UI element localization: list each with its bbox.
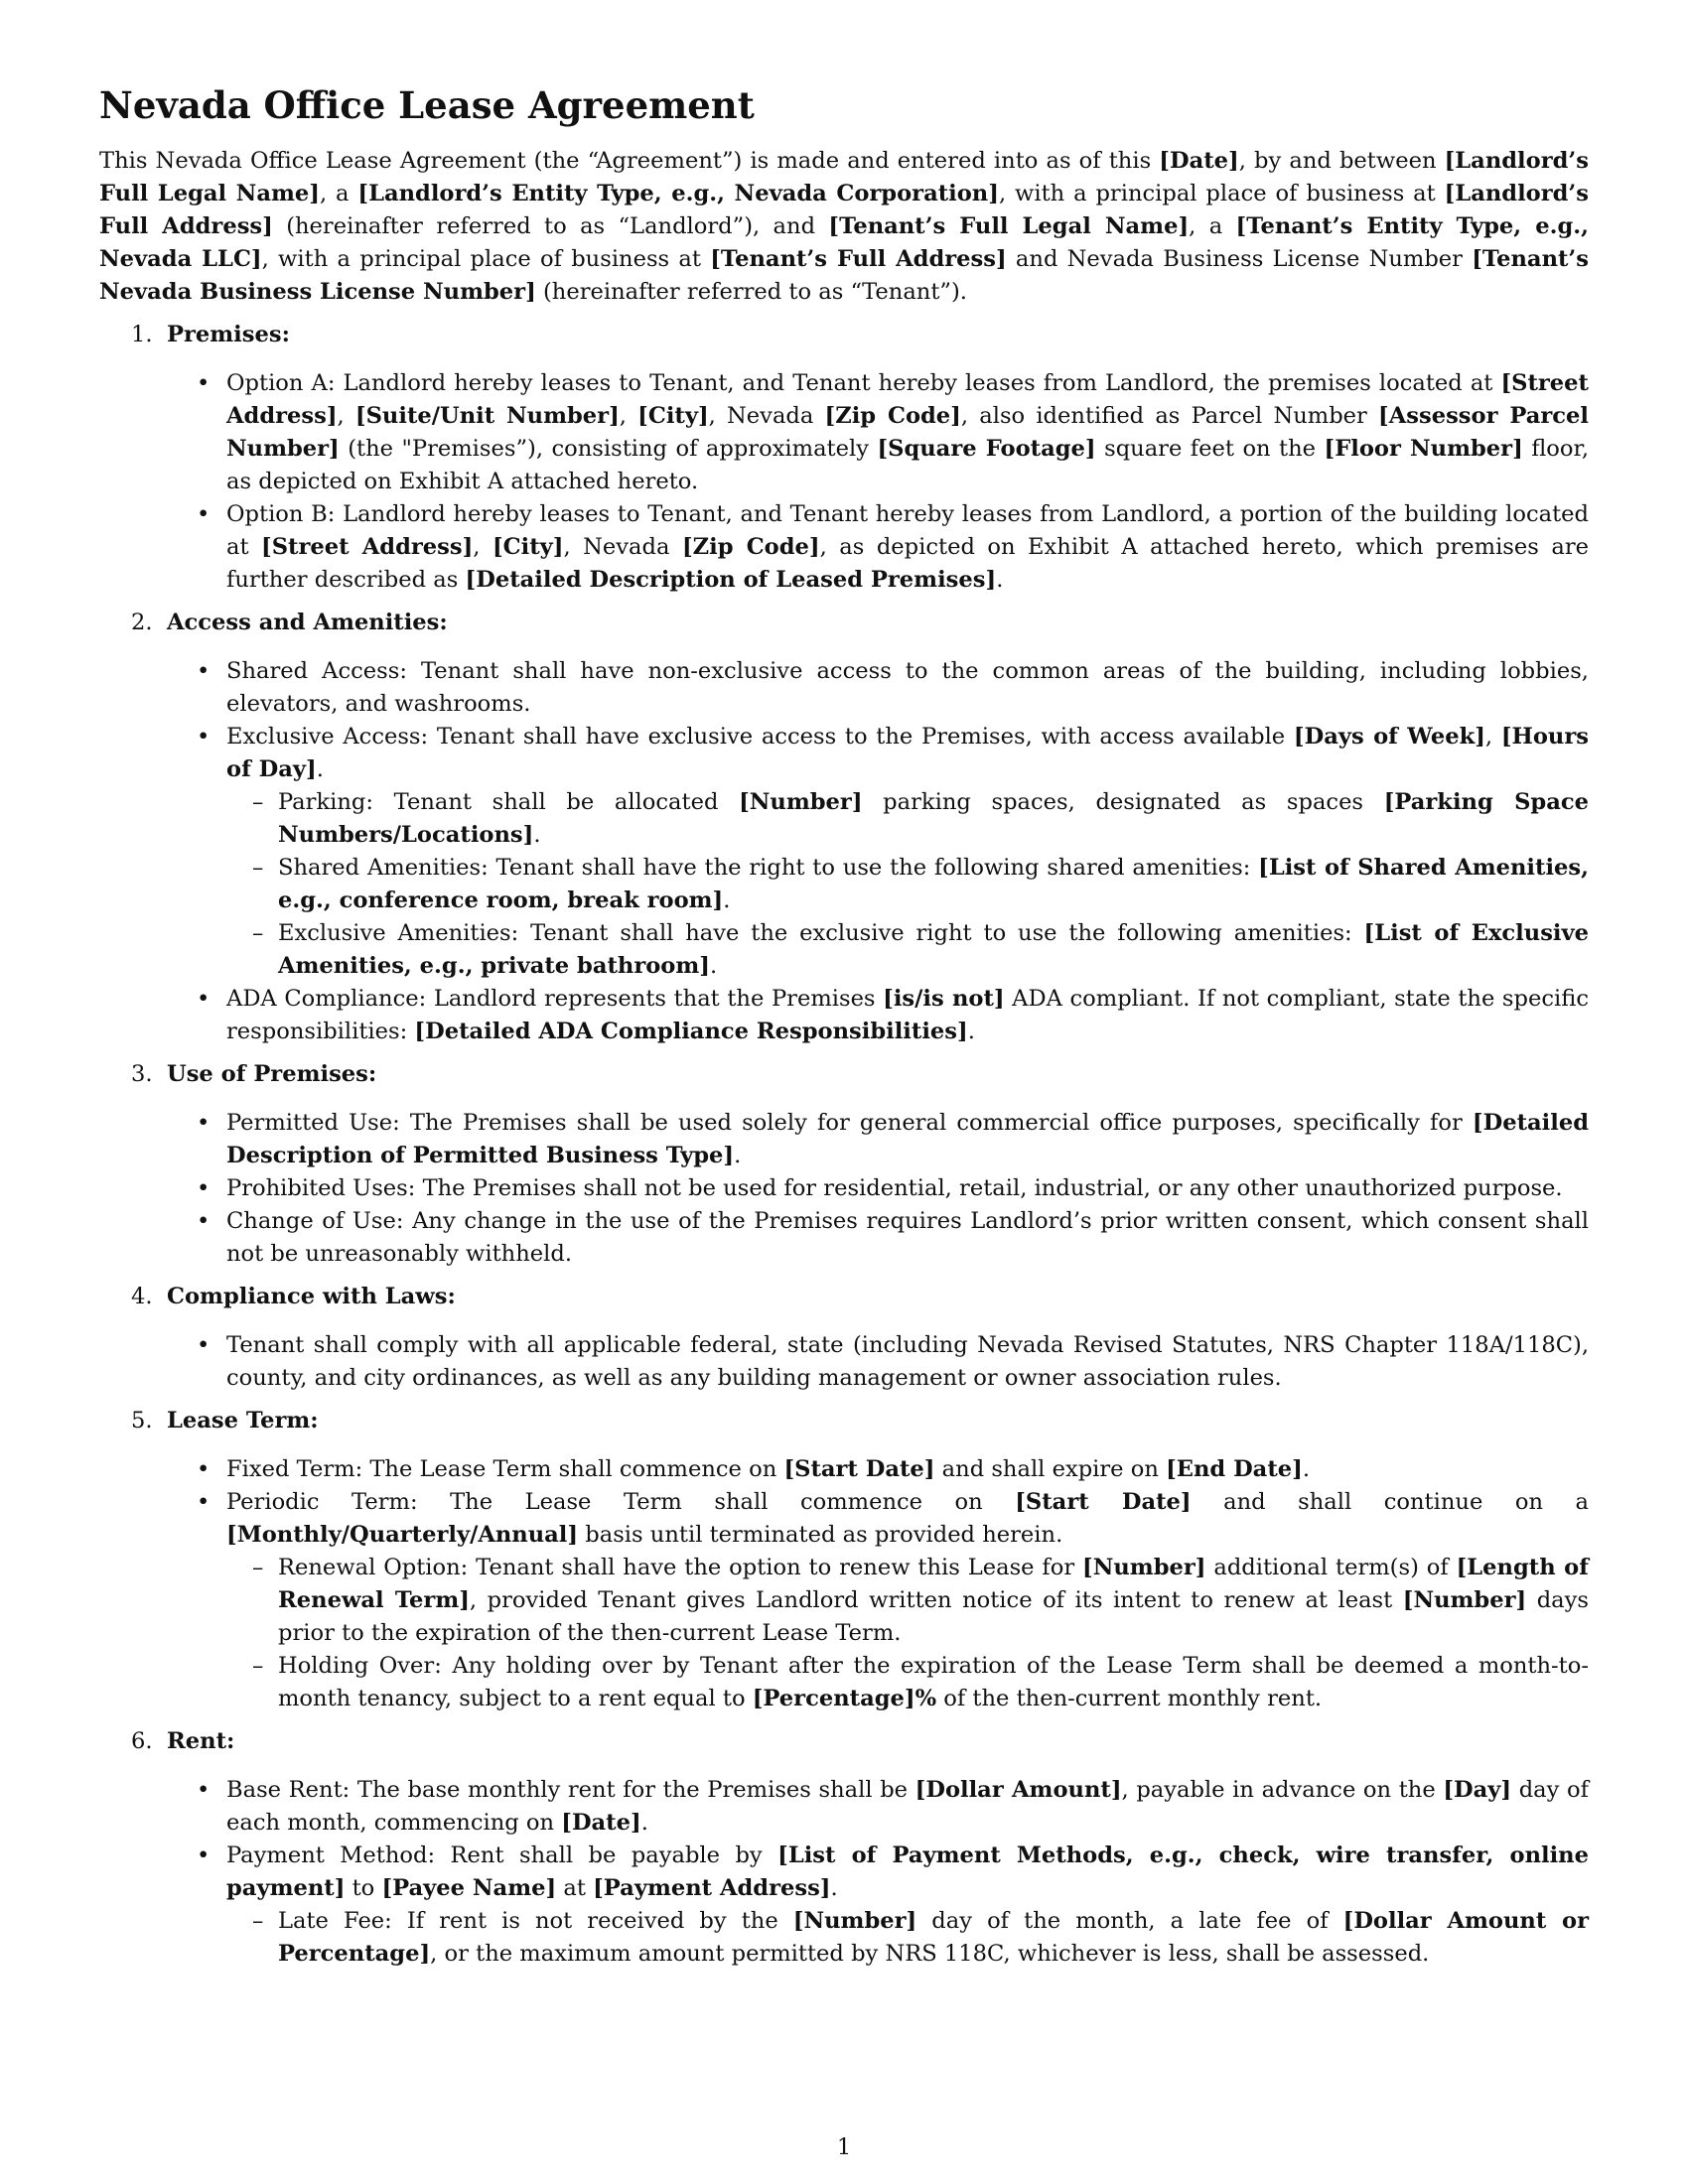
- text-run: , as depicted on Exhibit A attached hereto, which premises are further described as: [226, 534, 1589, 593]
- placeholder-field: [Zip Code]: [824, 403, 961, 429]
- text-run: , a: [319, 181, 358, 206]
- placeholder-field: [Assessor Parcel Number]: [226, 403, 1589, 462]
- bullet-list: [167, 1774, 1589, 1971]
- text-run: This Nevada Office Lease Agreement (the “Agreement”) is made and entered into as of this: [99, 148, 1160, 174]
- placeholder-field: [Street Address]: [226, 370, 1589, 429]
- text-run: , by and between: [1238, 148, 1445, 174]
- text-run: Option B: Landlord hereby leases to Tenant, and Tenant hereby leases from Landlord, a portion of the building located at: [226, 501, 1589, 560]
- sub-item: [167, 852, 1589, 917]
- text-run: .: [967, 1019, 975, 1044]
- placeholder-field: [Tenant’s Full Legal Name]: [828, 213, 1190, 239]
- text-run: .: [640, 1810, 648, 1836]
- placeholder-field: [Dollar Amount or Percentage]: [278, 1908, 1589, 1967]
- sub-list-wrapper: [167, 1905, 1589, 1971]
- sub-list-wrapper: [167, 1552, 1589, 1715]
- text-run: Permitted Use: The Premises shall be used solely for general commercial office purposes, specifically for: [226, 1110, 1473, 1136]
- bullet-item: [167, 1486, 1589, 1552]
- placeholder-field: [Length of Renewal Term]: [278, 1555, 1589, 1613]
- placeholder-field: [Monthly/Quarterly/Annual]: [226, 1522, 579, 1548]
- placeholder-field: [Number]: [1082, 1555, 1206, 1580]
- text-run: , provided Tenant gives Landlord written notice of its intent to renew at least: [469, 1587, 1403, 1613]
- placeholder-field: [Parking Space Numbers/Locations]: [278, 789, 1589, 848]
- placeholder-field: [Street Address]: [261, 534, 474, 560]
- sub-list: [167, 786, 1589, 983]
- text-run: Change of Use: Any change in the use of the Premises requires Landlord’s prior written consent, which consent shall not be unreasonably withheld.: [226, 1208, 1589, 1267]
- section-title: Access and Amenities:: [167, 610, 448, 635]
- placeholder-field: [Number]: [792, 1908, 917, 1934]
- placeholder-field: [Landlord’s Entity Type, e.g., Nevada Corporation]: [357, 181, 999, 206]
- bullet-item: [167, 1172, 1589, 1205]
- placeholder-field: [Detailed ADA Compliance Responsibilities]: [414, 1019, 968, 1044]
- text-run: Renewal Option: Tenant shall have the option to renew this Lease for: [278, 1555, 1083, 1580]
- text-run: .: [723, 887, 731, 913]
- text-run: square feet on the: [1095, 436, 1325, 462]
- section-item: [99, 1281, 1589, 1395]
- text-run: , Nevada: [563, 534, 682, 560]
- placeholder-field: [Tenant’s Entity Type, e.g., Nevada LLC]: [99, 213, 1589, 272]
- text-run: .: [1302, 1456, 1311, 1482]
- text-run: .: [830, 1875, 838, 1901]
- document-page: [99, 79, 1589, 1980]
- bullet-item: [167, 721, 1589, 786]
- bullet-item: [167, 1453, 1589, 1486]
- text-run: Payment Method: Rent shall be payable by: [226, 1843, 778, 1868]
- text-run: to: [345, 1875, 382, 1901]
- sub-item: [167, 1650, 1589, 1715]
- bullet-list: [167, 367, 1589, 597]
- section-title: Premises:: [167, 322, 290, 347]
- section-number: 2.: [131, 610, 153, 635]
- text-run: ,: [337, 403, 355, 429]
- section-list: [99, 319, 1589, 1971]
- section-number: 5.: [131, 1408, 153, 1433]
- text-run: Exclusive Access: Tenant shall have exclusive access to the Premises, with access available: [226, 724, 1294, 750]
- placeholder-field: [End Date]: [1166, 1456, 1303, 1482]
- text-run: , with a principal place of business at: [998, 181, 1445, 206]
- bullet-item: [167, 1840, 1589, 1905]
- text-run: days prior to the expiration of the then-current Lease Term.: [278, 1587, 1590, 1646]
- bullet-list: [167, 655, 1589, 1048]
- text-run: Exclusive Amenities: Tenant shall have the exclusive right to use the following amenities:: [278, 920, 1364, 946]
- placeholder-field: [City]: [492, 534, 564, 560]
- text-run: Shared Access: Tenant shall have non-exclusive access to the common areas of the building, including lobbies, elevators, and washrooms.: [226, 658, 1589, 717]
- intro-paragraph: [99, 145, 1589, 309]
- sub-list: [167, 1552, 1589, 1715]
- bullet-list: [167, 1329, 1589, 1395]
- text-run: at: [556, 1875, 594, 1901]
- text-run: and Nevada Business License Number: [1006, 246, 1473, 272]
- placeholder-field: [Percentage]%: [752, 1686, 937, 1711]
- text-run: .: [996, 567, 1004, 593]
- text-run: Periodic Term: The Lease Term shall commence on: [226, 1489, 1016, 1515]
- text-run: and shall expire on: [934, 1456, 1167, 1482]
- sub-item: [167, 786, 1589, 852]
- placeholder-field: [Start Date]: [1015, 1489, 1192, 1515]
- text-run: ,: [1484, 724, 1501, 750]
- text-run: Fixed Term: The Lease Term shall commence on: [226, 1456, 784, 1482]
- text-run: Holding Over: Any holding over by Tenant after the expiration of the Lease Term shall be deemed a month-to-month tenancy, subject to a rent equal to: [278, 1653, 1589, 1711]
- text-run: Option A: Landlord hereby leases to Tenant, and Tenant hereby leases from Landlord, the premises located at: [226, 370, 1501, 396]
- placeholder-field: [Payee Name]: [381, 1875, 557, 1901]
- bullet-item: [167, 983, 1589, 1048]
- text-run: ,: [473, 534, 492, 560]
- placeholder-field: [Date]: [561, 1810, 641, 1836]
- placeholder-field: [List of Exclusive Amenities, e.g., private bathroom]: [278, 920, 1589, 979]
- text-run: Base Rent: The base monthly rent for the Premises shall be: [226, 1777, 915, 1803]
- section-title: Lease Term:: [167, 1408, 319, 1433]
- sub-item: [167, 917, 1589, 983]
- section-item: [99, 319, 1589, 597]
- text-run: day of the month, a late fee of: [916, 1908, 1343, 1934]
- text-run: parking spaces, designated as spaces: [862, 789, 1384, 815]
- placeholder-field: [Days of Week]: [1293, 724, 1485, 750]
- section-item: [99, 607, 1589, 1048]
- text-run: , a: [1189, 213, 1236, 239]
- text-run: (hereinafter referred to as “Tenant”).: [535, 279, 967, 305]
- text-run: , or the maximum amount permitted by NRS 118C, whichever is less, shall be assessed.: [430, 1941, 1430, 1967]
- placeholder-field: [Date]: [1159, 148, 1239, 174]
- sub-item: [167, 1552, 1589, 1650]
- section-title: Rent:: [167, 1728, 235, 1754]
- bullet-item: [167, 1205, 1589, 1271]
- page-number: 1: [836, 2134, 852, 2160]
- text-run: additional term(s) of: [1205, 1555, 1457, 1580]
- section-item: [99, 1405, 1589, 1715]
- bullet-item: [167, 498, 1589, 597]
- document-title: Nevada Office Lease Agreement: [99, 83, 755, 127]
- text-run: (hereinafter referred to as “Landlord”), and: [272, 213, 829, 239]
- bullet-item: [167, 655, 1589, 721]
- text-run: floor, as depicted on Exhibit A attached hereto.: [226, 436, 1589, 494]
- placeholder-field: [Tenant’s Full Address]: [710, 246, 1007, 272]
- bullet-item: [167, 1107, 1589, 1172]
- section-item: [99, 1725, 1589, 1971]
- placeholder-field: [Square Footage]: [877, 436, 1096, 462]
- section-number: 6.: [131, 1728, 153, 1754]
- text-run: , also identified as Parcel Number: [960, 403, 1379, 429]
- text-run: of the then-current monthly rent.: [936, 1686, 1323, 1711]
- placeholder-field: [Suite/Unit Number]: [354, 403, 620, 429]
- placeholder-field: [Start Date]: [783, 1456, 935, 1482]
- text-run: , payable in advance on the: [1121, 1777, 1444, 1803]
- text-run: .: [533, 822, 541, 848]
- text-run: ,: [619, 403, 638, 429]
- placeholder-field: [Day]: [1443, 1777, 1512, 1803]
- placeholder-field: [Landlord’s Full Legal Name]: [99, 148, 1589, 206]
- sub-list-wrapper: [167, 786, 1589, 983]
- sub-item: [167, 1905, 1589, 1971]
- text-run: , with a principal place of business at: [261, 246, 711, 272]
- text-run: .: [316, 756, 324, 782]
- text-run: and shall continue on a: [1191, 1489, 1589, 1515]
- bullet-item: [167, 1774, 1589, 1840]
- text-run: Shared Amenities: Tenant shall have the right to use the following shared amenities:: [278, 855, 1259, 881]
- bullet-list: [167, 1453, 1589, 1715]
- placeholder-field: [is/is not]: [883, 986, 1005, 1012]
- section-item: [99, 1058, 1589, 1271]
- text-run: Parking: Tenant shall be allocated: [278, 789, 740, 815]
- text-run: , Nevada: [708, 403, 825, 429]
- placeholder-field: [City]: [637, 403, 709, 429]
- placeholder-field: [Number]: [1402, 1587, 1527, 1613]
- placeholder-field: [Detailed Description of Leased Premises]: [465, 567, 997, 593]
- placeholder-field: [Hours of Day]: [226, 724, 1589, 782]
- placeholder-field: [Tenant’s Nevada Business License Number]: [99, 246, 1590, 305]
- placeholder-field: [Floor Number]: [1324, 436, 1523, 462]
- text-run: .: [734, 1143, 742, 1168]
- section-title: Compliance with Laws:: [167, 1284, 456, 1309]
- text-run: Prohibited Uses: The Premises shall not be used for residential, retail, industrial, or any other unauthorized purpose.: [226, 1175, 1563, 1201]
- placeholder-field: [List of Shared Amenities, e.g., conference room, break room]: [278, 855, 1589, 913]
- bullet-list: [167, 1107, 1589, 1271]
- text-run: (the "Premises”), consisting of approximately: [339, 436, 878, 462]
- text-run: ADA compliant. If not compliant, state the specific responsibilities:: [226, 986, 1589, 1044]
- bullet-item: [167, 367, 1589, 498]
- text-run: basis until terminated as provided herein.: [578, 1522, 1063, 1548]
- bullet-item: [167, 1329, 1589, 1395]
- placeholder-field: [Number]: [739, 789, 863, 815]
- text-run: day of each month, commencing on: [226, 1777, 1589, 1836]
- section-number: 1.: [131, 322, 153, 347]
- placeholder-field: [Dollar Amount]: [914, 1777, 1122, 1803]
- placeholder-field: [Zip Code]: [681, 534, 820, 560]
- placeholder-field: [Landlord’s Full Address]: [99, 181, 1590, 239]
- text-run: Late Fee: If rent is not received by the: [278, 1908, 793, 1934]
- text-run: ADA Compliance: Landlord represents that the Premises: [226, 986, 884, 1012]
- text-run: Tenant shall comply with all applicable federal, state (including Nevada Revised Statutes, NRS Chapter 118A/118C), county, and city ordinances, as well as any building management or owner association rules.: [226, 1332, 1589, 1391]
- placeholder-field: [List of Payment Methods, e.g., check, wire transfer, online payment]: [226, 1843, 1589, 1901]
- section-number: 3.: [131, 1061, 153, 1087]
- sub-list: [167, 1905, 1589, 1971]
- placeholder-field: [Detailed Description of Permitted Business Type]: [226, 1110, 1589, 1168]
- section-title: Use of Premises:: [167, 1061, 377, 1087]
- section-number: 4.: [131, 1284, 153, 1309]
- text-run: .: [709, 953, 718, 979]
- placeholder-field: [Payment Address]: [593, 1875, 831, 1901]
